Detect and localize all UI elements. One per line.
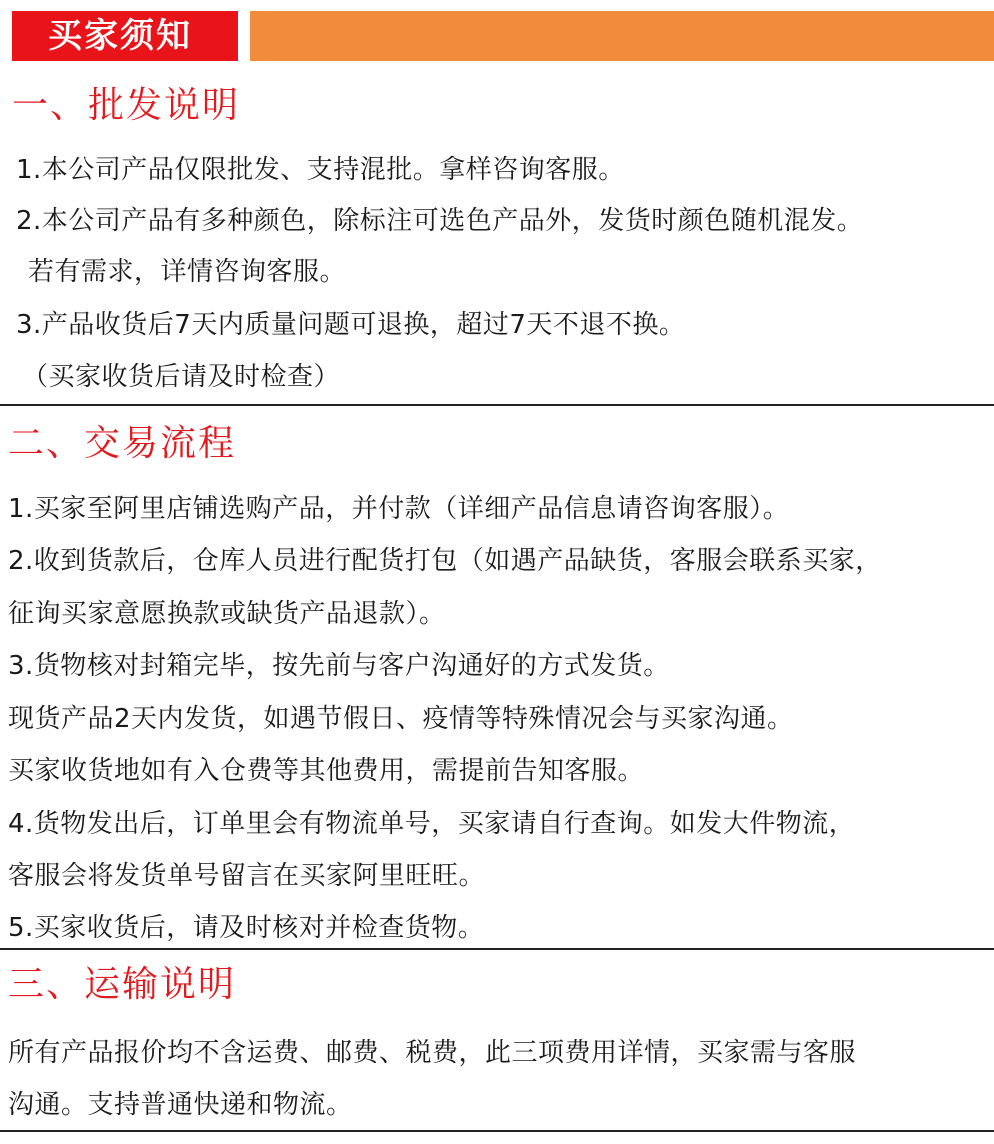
- section-heading: 二、交易流程: [8, 423, 237, 464]
- list-item: 沟通。支持普通快递和物流。: [8, 1090, 353, 1120]
- section-divider: [0, 404, 994, 406]
- list-item: 4.货物发出后，订单里会有物流单号，买家请自行查询。如发大件物流，: [8, 809, 856, 839]
- list-item: 3.货物核对封箱完毕，按先前与客户沟通好的方式发货。: [8, 651, 670, 681]
- list-item: 3.产品收货后7天内质量问题可退换，超过7天不退不换。: [16, 310, 686, 340]
- section-divider: [0, 948, 994, 950]
- section-divider: [0, 1130, 994, 1132]
- list-item: 客服会将发货单号留言在买家阿里旺旺。: [8, 861, 486, 891]
- header-accent-bar: [250, 11, 994, 61]
- list-item: 2.本公司产品有多种颜色，除标注可选色产品外，发货时颜色随机混发。: [16, 206, 864, 236]
- list-item: 买家收货地如有入仓费等其他费用，需提前告知客服。: [8, 756, 645, 786]
- list-item: 1.本公司产品仅限批发、支持混批。拿样咨询客服。: [16, 155, 625, 185]
- page-header: [0, 0, 994, 68]
- page-title: 买家须知: [12, 11, 238, 61]
- list-item: 征询买家意愿换款或缺货产品退款）。: [8, 599, 446, 629]
- list-item: 1.买家至阿里店铺选购产品，并付款（详细产品信息请咨询客服）。: [8, 494, 790, 524]
- list-item: 5.买家收货后，请及时核对并检查货物。: [8, 913, 485, 943]
- section-heading: 三、运输说明: [8, 964, 237, 1005]
- list-item: 所有产品报价均不含运费、邮费、税费，此三项费用详情，买家需与客服: [8, 1038, 857, 1068]
- section-heading: 一、批发说明: [12, 85, 241, 126]
- list-item: 2.收到货款后，仓库人员进行配货打包（如遇产品缺货，客服会联系买家，: [8, 546, 882, 576]
- list-item: 现货产品2天内发货，如遇节假日、疫情等特殊情况会与买家沟通。: [8, 704, 794, 734]
- list-item: （买家收货后请及时检查）: [22, 362, 341, 392]
- list-item: 若有需求，详情咨询客服。: [28, 257, 347, 287]
